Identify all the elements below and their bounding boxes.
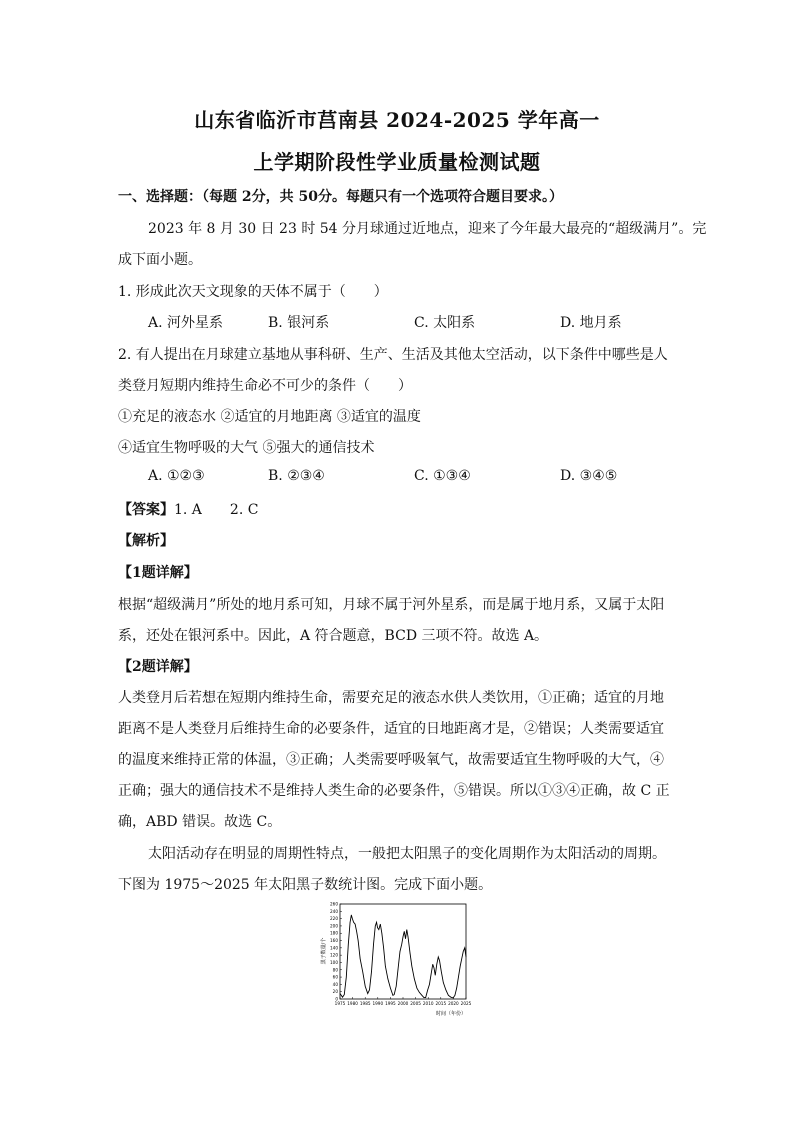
x-tick-label: 1990 [372,1001,384,1006]
y-tick-label: 100 [330,959,338,965]
x-tick-label: 1980 [347,1001,358,1006]
data-point [379,929,380,930]
x-tick-label: 2000 [397,1001,409,1006]
data-point [344,994,345,995]
y-tick-label: 80 [332,967,338,973]
question-1-stem: 1. 形成此次天文现象的天体不属于（ ） [118,284,388,300]
data-point [398,970,399,971]
data-point [410,953,411,954]
data-point [377,928,378,929]
sunspot-series-line [340,915,466,998]
question-1-option-b: B. 银河系 [268,315,330,331]
detail-2-line2: 距离不是人类登月后维持生命的必要条件，适宜的日地距离才是，②错误；人类需要适宜 [118,721,664,737]
question-2-option-b: B. ②③④ [268,468,325,484]
data-point [434,968,435,969]
data-point [458,977,459,978]
y-tick-label: 40 [332,981,338,987]
question-1-option-c: C. 太阳系 [414,315,476,331]
data-point [466,957,467,958]
solar-intro-line2: 下图为 1975～2025 年太阳黑子数统计图。完成下面小题。 [118,877,493,893]
intro-text-line1: 2023 年 8 月 30 日 23 时 54 分月球通过近地点，迎来了今年最大最亮的“超级满月”。完 [148,221,707,237]
y-tick-label: 120 [330,952,338,958]
data-point [360,959,361,960]
y-tick-label: 220 [330,916,338,922]
data-point [342,997,343,998]
question-1-option-d: D. 地月系 [560,315,622,331]
data-point [351,915,352,916]
solar-intro-line1: 太阳活动存在明显的周期性特点，一般把太阳黑子的变化周期作为太阳活动的周期。 [148,846,666,862]
data-point [390,988,391,989]
data-point [353,922,354,923]
data-point [355,924,356,925]
x-tick-label: 2005 [410,1001,421,1006]
y-tick-label: 60 [332,974,338,980]
x-tick-label: 1985 [359,1001,371,1006]
document-title-line2: 上学期阶段性学业质量检测试题 [253,150,541,174]
data-point [429,984,430,985]
data-point [394,994,395,995]
data-point [427,990,428,991]
data-point [435,975,436,976]
detail-2-line4: 正确；强大的通信技术不是维持人类生命的必要条件，⑤错误。所以①③④正确，故 C 正 [118,783,670,799]
data-point [407,929,408,930]
data-point [403,937,404,938]
answer-row [118,499,258,519]
data-point [382,933,383,934]
x-axis-label: 时间（年份） [435,1011,466,1017]
sunspot-chart-svg [318,896,478,1020]
data-point [385,966,386,967]
x-axis-ticks [335,997,472,1006]
y-tick-label: 160 [330,938,338,944]
data-point [350,922,351,923]
y-tick-label: 0 [335,996,338,1002]
data-point [431,973,432,974]
data-point [443,982,444,983]
question-2-conditions-line2: ④适宜生物呼吸的大气 ⑤强大的通信技术 [118,440,375,456]
analysis-label: 【解析】 [118,533,174,549]
data-point [371,971,372,972]
answer-value: 1. A 2. C [174,502,259,518]
data-point [383,948,384,949]
data-point [405,938,406,939]
document-title-line1: 山东省临沂市莒南县 2024-2025 学年高一 [194,108,600,132]
data-point [441,971,442,972]
detail-1-label: 【1题详解】 [118,565,198,581]
data-point [365,986,366,987]
data-point [393,995,394,996]
data-point [438,957,439,958]
y-tick-label: 140 [330,945,338,951]
data-point [352,918,353,919]
y-tick-label: 180 [330,930,338,936]
data-point [340,993,341,994]
data-point [401,944,402,945]
x-tick-label: 2025 [460,1001,472,1006]
data-point [456,988,457,989]
data-point [463,951,464,952]
data-point [425,997,426,998]
data-point [388,979,389,980]
question-1-option-a: A. 河外星系 [148,315,224,331]
data-point [461,959,462,960]
data-point [422,995,423,996]
data-point [448,995,449,996]
question-2-stem-line1: 2. 有人提出在月球建立基地从事科研、生产、生活及其他太空活动，以下条件中哪些是人 [118,347,668,363]
x-tick-label: 2015 [435,1001,447,1006]
y-tick-label: 240 [330,908,338,914]
detail-2-line1: 人类登月后若想在短期内维持生命，需要充足的液态水供人类饮用，①正确；适宜的月地 [118,690,664,706]
x-tick-label: 2010 [422,1001,434,1006]
sunspot-chart [318,896,478,1020]
detail-2-label: 【2题详解】 [118,659,198,675]
question-2-option-a: A. ①②③ [148,468,205,484]
data-point [432,964,433,965]
detail-2-line3: 的温度来维持正常的体温，③正确；人类需要呼吸氧气，故需要适宜生物呼吸的大气，④ [118,752,664,768]
answer-label: 【答案】 [118,502,174,518]
data-point [400,951,401,952]
data-point [455,995,456,996]
data-point [464,948,465,949]
data-point [396,986,397,987]
data-point [446,990,447,991]
data-point [362,971,363,972]
section-heading: 一、选择题：（每题 2分，共 50分。每题只有一个选项符合题目要求。） [118,189,563,205]
sunspot-series-points [340,915,467,998]
data-point [437,964,438,965]
data-point [451,997,452,998]
data-point [419,992,420,993]
detail-1-line1: 根据“超级满月”所处的地月系可知，月球不属于河外星系，而是属于地月系，又属于太阳 [118,597,665,613]
detail-2-line5: 确，ABD 错误。故选 C。 [118,814,282,830]
question-2-option-c: C. ①③④ [414,468,471,484]
question-2-option-d: D. ③④⑤ [560,468,618,484]
x-tick-label: 1975 [334,1001,346,1006]
data-point [346,977,347,978]
data-point [404,931,405,932]
data-point [348,944,349,945]
data-point [460,966,461,967]
question-2-stem-line2: 类登月短期内维持生命必不可少的条件（ ） [118,378,412,394]
data-point [375,926,376,927]
data-point [424,997,425,998]
data-point [356,931,357,932]
data-point [376,922,377,923]
data-point [412,966,413,967]
question-2-conditions-line1: ①充足的液态水 ②适宜的月地距离 ③适宜的温度 [118,409,421,425]
data-point [408,937,409,938]
y-axis-label: 黑子数量/个 [321,937,327,965]
data-point [373,944,374,945]
data-point [439,960,440,961]
data-point [380,924,381,925]
detail-1-line2: 系，还处在银河系中。因此，A 符合题意，BCD 三项不符。故选 A。 [118,628,549,644]
data-point [358,940,359,941]
data-point [367,993,368,994]
y-tick-label: 20 [332,989,338,995]
y-tick-label: 200 [330,923,338,929]
intro-text-line2: 成下面小题。 [118,252,202,268]
x-tick-label: 1995 [385,1001,396,1006]
y-tick-label: 260 [330,901,338,907]
x-tick-label: 2020 [448,1001,459,1006]
data-point [414,979,415,980]
data-point [453,998,454,999]
data-point [417,988,418,989]
data-point [369,990,370,991]
